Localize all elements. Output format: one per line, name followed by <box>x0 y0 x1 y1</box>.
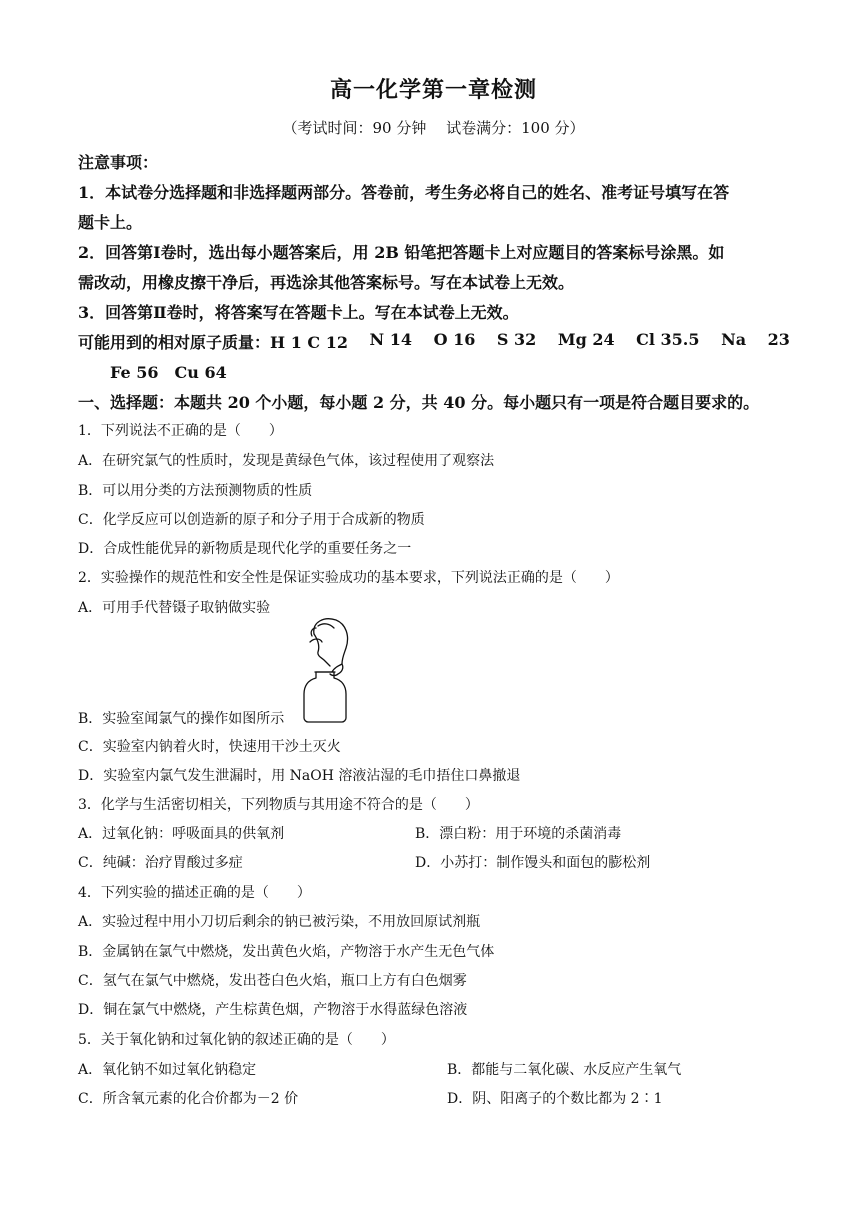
notes-heading: 注意事项： <box>78 153 159 172</box>
q4-option-a: A．实验过程中用小刀切后剩余的钠已被污染，不用放回原试剂瓶 <box>78 914 481 930</box>
figure-hair-3 <box>310 639 322 642</box>
q3-option-b: B．漂白粉：用于环境的杀菌消毒 <box>415 826 622 842</box>
atomic-masses-line-2: Fe 56 Cu 64 <box>110 363 227 382</box>
q4-option-d: D．铜在氯气中燃烧，产生棕黄色烟，产物溶于水得蓝绿色溶液 <box>78 1002 468 1018</box>
q4-option-c: C．氢气在氯气中燃烧，发出苍白色火焰，瓶口上方有白色烟雾 <box>78 973 467 989</box>
mass-s: S 32 <box>496 330 537 349</box>
note-3: 3．回答第Ⅱ卷时，将答案写在答题卡上。写在本试卷上无效。 <box>78 303 519 322</box>
q3-option-a: A．过氧化钠：呼吸面具的供氧剂 <box>78 826 285 842</box>
mass-na: Na <box>721 330 747 349</box>
q1-option-a: A．在研究氯气的性质时，发现是黄绿色气体，该过程使用了观察法 <box>78 453 495 469</box>
atomic-masses-label: 可能用到的相对原子质量：H 1 C 12 <box>78 333 348 352</box>
q3-option-c: C．纯碱：治疗胃酸过多症 <box>78 855 243 871</box>
mass-o: O 16 <box>433 330 476 349</box>
q5-option-d: D．阴、阳离子的个数比都为 2∶1 <box>447 1091 663 1107</box>
q5-option-a: A．氧化钠不如过氧化钠稳定 <box>78 1062 257 1078</box>
mass-cl: Cl 35.5 <box>636 330 700 349</box>
q3-option-d: D．小苏打：制作馒头和面包的膨松剂 <box>415 855 651 871</box>
q3-stem: 3．化学与生活密切相关，下列物质与其用途不符合的是（ ） <box>78 797 479 813</box>
q1-option-b: B．可以用分类的方法预测物质的性质 <box>78 483 313 499</box>
note-2-line-2: 需改动，用橡皮擦干净后，再选涂其他答案标号。写在本试卷上无效。 <box>78 273 575 292</box>
mass-na-value: 23 <box>767 330 790 349</box>
note-2-line-1: 2．回答第Ⅰ卷时，选出每小题答案后，用 2B 铅笔把答题卡上对应题目的答案标号涂黑。如 <box>78 243 725 262</box>
section-1-heading: 一、选择题：本题共 20 个小题，每小题 2 分，共 40 分。每小题只有一项是符合题目要求的。 <box>78 393 760 412</box>
q4-option-b: B．金属钠在氯气中燃烧，发出黄色火焰，产物溶于水产生无色气体 <box>78 944 495 960</box>
q2-option-d: D．实验室内氯气发生泄漏时，用 NaOH 溶液沾湿的毛巾捂住口鼻撤退 <box>78 768 521 784</box>
q1-option-c: C．化学反应可以创造新的原子和分子用于合成新的物质 <box>78 512 425 528</box>
q5-option-b: B．都能与二氧化碳、水反应产生氧气 <box>447 1062 682 1078</box>
figure-face-profile <box>314 634 330 666</box>
q2-stem: 2．实验操作的规范性和安全性是保证实验成功的基本要求，下列说法正确的是（ ） <box>78 570 619 586</box>
gas-bottle <box>304 672 346 722</box>
mass-mg: Mg 24 <box>557 330 615 349</box>
q5-option-c: C．所含氧元素的化合价都为－2 价 <box>78 1091 299 1107</box>
q4-stem: 4．下列实验的描述正确的是（ ） <box>78 885 311 901</box>
q5-stem: 5．关于氧化钠和过氧化钠的叙述正确的是（ ） <box>78 1032 395 1048</box>
page-title: 高一化学第一章检测 <box>329 77 537 103</box>
mass-n: N 14 <box>369 330 412 349</box>
q1-option-d: D．合成性能优异的新物质是现代化学的重要任务之一 <box>78 541 412 557</box>
atomic-masses-line <box>78 330 790 353</box>
q1-stem: 1．下列说法不正确的是（ ） <box>78 423 283 439</box>
q2-option-c: C．实验室内钠着火时，快速用干沙土灭火 <box>78 739 341 755</box>
note-1-line-1: 1．本试卷分选择题和非选择题两部分。答卷前，考生务必将自己的姓名、准考证号填写在答 <box>78 183 730 202</box>
q2-option-b: B．实验室闻氯气的操作如图所示 <box>78 711 285 727</box>
figure-hand <box>330 664 343 676</box>
smelling-gas-figure <box>298 614 358 724</box>
figure-hair-1 <box>318 624 334 628</box>
note-1-line-2: 题卡上。 <box>78 213 143 232</box>
q2-option-a: A．可用手代替镊子取钠做实验 <box>78 600 271 616</box>
exam-info: （考试时间：90 分钟 试卷满分：100 分） <box>282 119 585 137</box>
